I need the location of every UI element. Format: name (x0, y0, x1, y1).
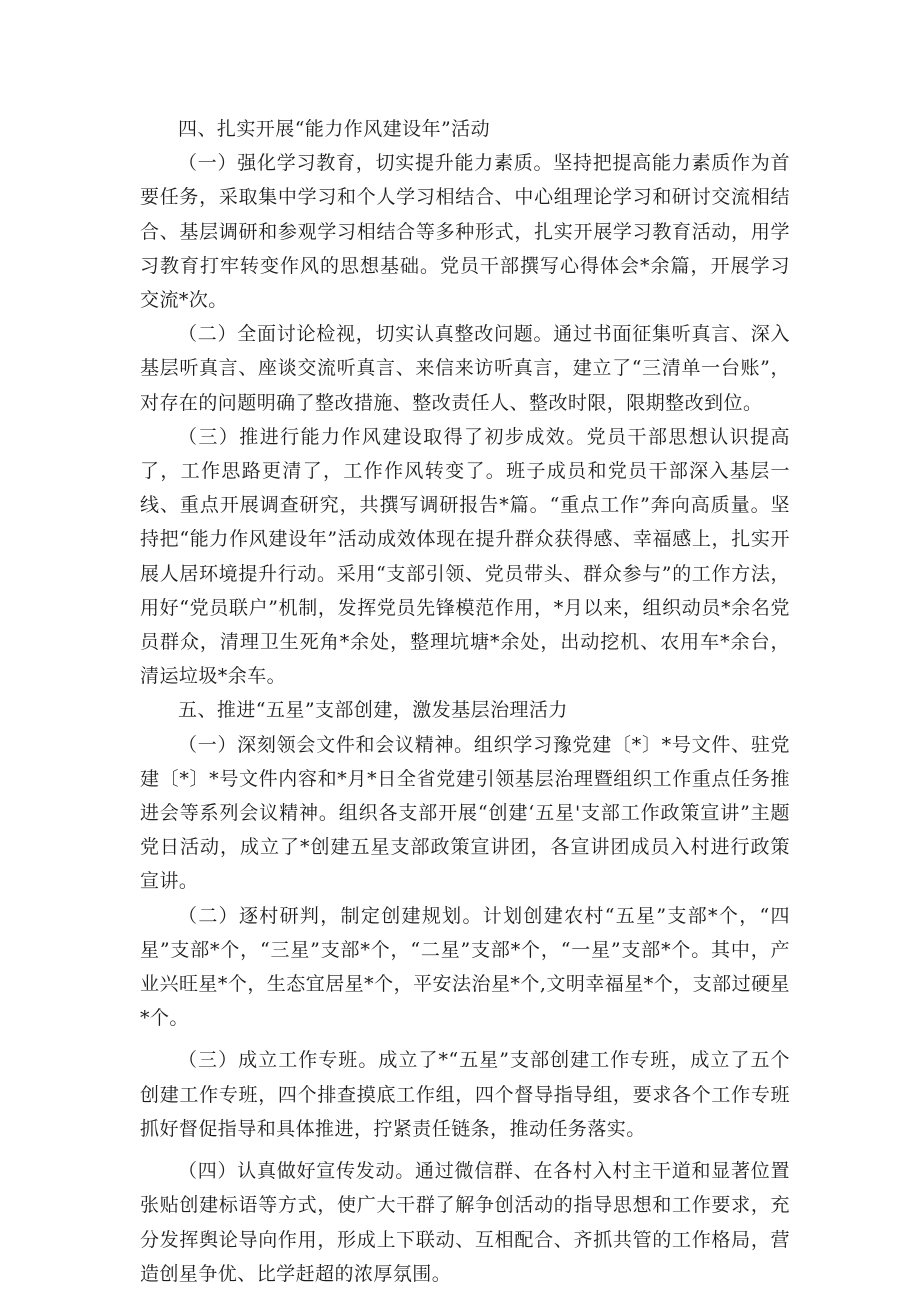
paragraph: （二）逐村研判，制定创建规划。计划创建农村“五星”支部*个，“四星”支部*个，“三星”支部*个，“二星”支部*个，“一星”支部*个。其中，产业兴旺星*个，生态宜居星*个，平安法治星*个,文明幸福星*个，支部过硬星*个。 (140, 904, 790, 1030)
document-body (140, 112, 790, 1291)
paragraph: （一）强化学习教育，切实提升能力素质。坚持把提高能力素质作为首要任务，采取集中学习和个人学习相结合、中心组理论学习和研讨交流相结合、基层调研和参观学习相结合等多种形式，扎实开展学习教育活动，用学习教育打牢转变作风的思想基础。党员干部撰写心得体会*余篇，开展学习交流*次。 (140, 152, 790, 312)
paragraph: （四）认真做好宣传发动。通过微信群、在各村入村主干道和显著位置张贴创建标语等方式，使广大干群了解争创活动的指导思想和工作要求，充分发挥舆论导向作用，形成上下联动、互相配合、齐抓共管的工作格局，营造创星争优、比学赶超的浓厚氛围。 (140, 1160, 790, 1285)
paragraph: （三）推进行能力作风建设取得了初步成效。党员干部思想认识提高了，工作思路更清了，工作作风转变了。班子成员和党员干部深入基层一线、重点开展调查研究，共撰写调研报告*篇。“重点工作”奔向高质量。坚持把“能力作风建设年”活动成效体现在提升群众获得感、幸福感上，扎实开展人居环境提升行动。采用“支部引领、党员带头、群众参与”的工作方法，用好“党员联户”机制，发挥党员先锋模范作用，*月以来，组织动员*余名党员群众，清理卫生死角*余处，整理坑塘*余处，出动挖机、农用车*余台，清运垃圾*余车。 (140, 425, 790, 688)
section-heading: 五、推进“五星”支部创建，激发基层治理活力 (178, 699, 568, 722)
paragraph: （二）全面讨论检视，切实认真整改问题。通过书面征集听真言、深入基层听真言、座谈交流听真言、来信来访听真言，建立了“三清单一台账”，对存在的问题明确了整改措施、整改责任人、整改时限，限期整改到位。 (140, 323, 790, 414)
paragraph: （三）成立工作专班。成立了*“五星”支部创建工作专班，成立了五个创建工作专班，四个排查摸底工作组，四个督导指导组，要求各个工作专班抓好督促指导和具体推进，拧紧责任链条，推动任务落实。 (140, 1049, 790, 1140)
paragraph: （一）深刻领会文件和会议精神。组织学习豫党建〔*〕*号文件、驻党建〔*〕*号文件内容和*月*日全省党建引领基层治理暨组织工作重点任务推进会等系列会议精神。组织各支部开展“创建‘五星'支部工作政策宣讲”主题党日活动，成立了*创建五星支部政策宣讲团，各宣讲团成员入村进行政策宣讲。 (140, 733, 790, 893)
section-heading: 四、扎实开展“能力作风建设年”活动 (178, 118, 491, 140)
